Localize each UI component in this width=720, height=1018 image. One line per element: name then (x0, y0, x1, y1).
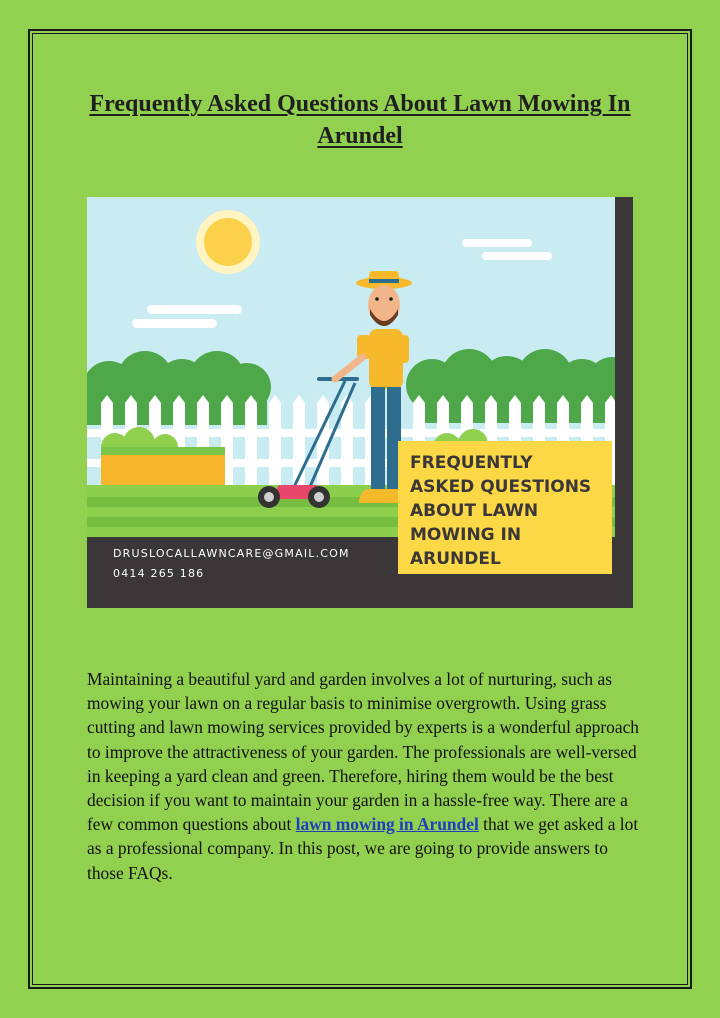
flower-bed (101, 455, 225, 487)
lawn-mowing-arundel-link[interactable]: lawn mowing in Arundel (295, 814, 479, 835)
hero-image (87, 197, 633, 608)
body-paragraph (87, 667, 639, 885)
body-text-intro: Maintaining a beautiful yard and garden involves a lot of nurturing, such as mowing your lawn on a regular basis to minimise overgrowth. Using grass cutting and lawn mowing services provided by experts is a wonderful approach to improve the attractiveness of your garden. The professionals are well-versed in keeping a yard clean and green. Therefore, hiring them would be the best decision if you want to maintain your garden in a hassle-free way. There are a few common questions about (87, 669, 639, 835)
hero-email: DRUSLOCALLAWNCARE@GMAIL.COM (113, 547, 350, 560)
page-title: Frequently Asked Questions About Lawn Mowing In Arundel (89, 91, 631, 149)
body-text-outro: that we get asked a lot as a professional company. In this post, we are going to provide answers to those FAQs. (87, 814, 639, 883)
hero-phone: 0414 265 186 (113, 567, 205, 580)
sun-icon (204, 218, 252, 266)
hero-banner (398, 441, 612, 574)
hero-banner-text: FREQUENTLY ASKED QUESTIONS ABOUT LAWN MOWING IN ARUNDEL (410, 453, 592, 569)
